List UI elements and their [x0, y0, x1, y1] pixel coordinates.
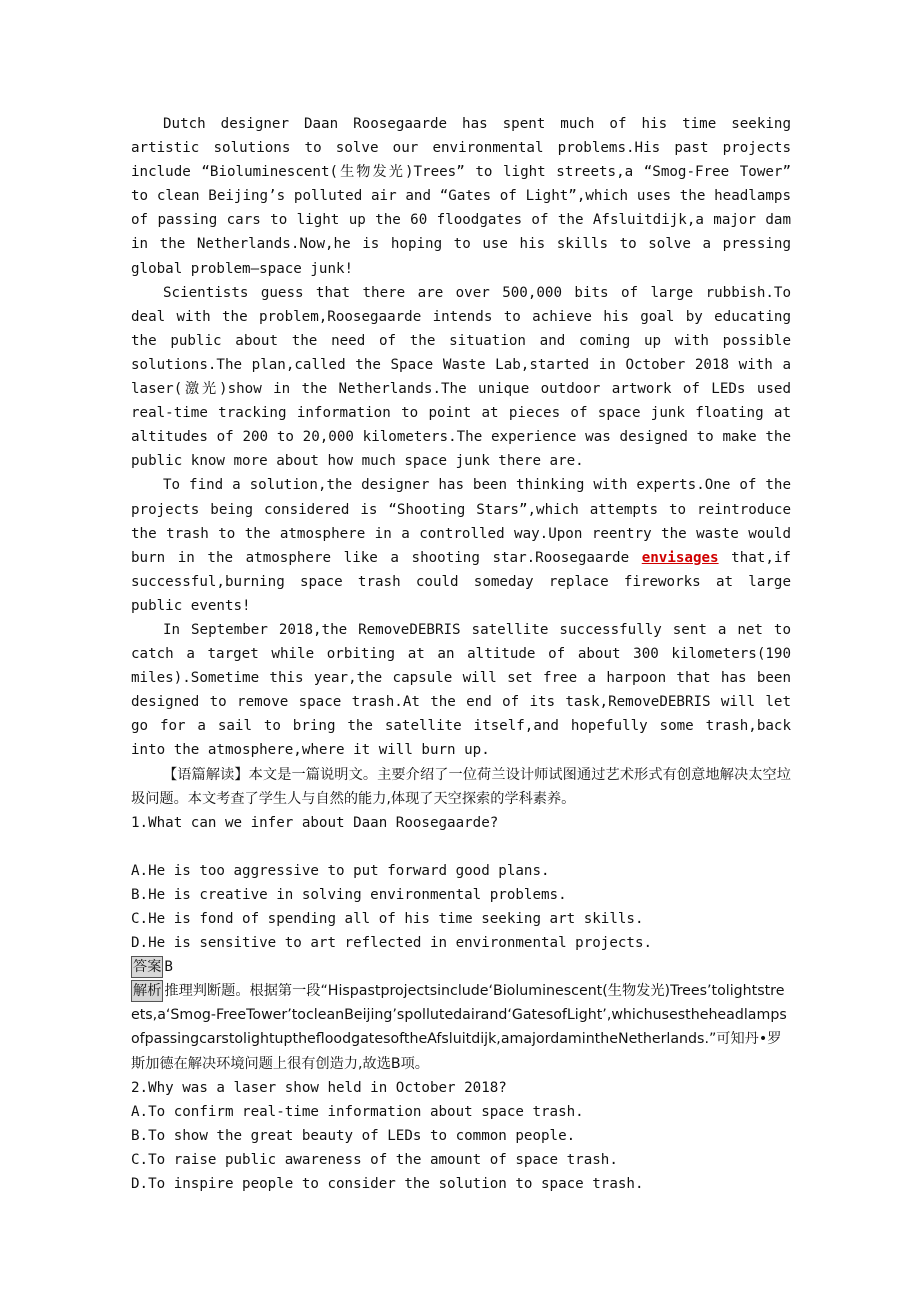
document-body — [131, 112, 791, 1196]
passage-analysis — [131, 763, 791, 811]
question-1-explanation — [131, 979, 791, 1075]
question-1-option-a: A.He is too aggressive to put forward good plans. — [131, 862, 550, 879]
paragraph-3-text-end: that,if successful,burning space trash could someday replace fireworks at large public events! — [131, 549, 791, 614]
question-2-option-a: A.To confirm real-time information about space trash. — [131, 1103, 584, 1120]
question-2-option-b: B.To show the great beauty of LEDs to common people. — [131, 1127, 576, 1144]
passage-paragraph-3 — [131, 473, 791, 618]
passage-paragraph-2: Scientists guess that there are over 500,000 bits of large rubbish.To deal with the problem,Roosegaarde intends to achieve his goal by educating the public about the need of the situation and coming up with possible solutions.The plan,called the Space Waste Lab,started in October 2018 with a laser(激光)show in the Netherlands.The unique outdoor artwork of LEDs used real-time tracking information to point at pieces of space junk floating at altitudes of 200 to 20,000 kilometers.The experience was designed to make the public know more about how much space junk there are. — [131, 284, 791, 470]
highlighted-keyword: envisages — [641, 549, 719, 566]
passage-paragraph-1: Dutch designer Daan Roosegaarde has spent much of his time seeking artistic solutions to solve our environmental problems.His past projects include “Bioluminescent(生物发光)Trees” to light streets,a “Smog-Free Tower” to clean Beijing’s polluted air and “Gates of Light”,which uses the headlamps of passing cars to light up the 60 floodgates of the Afsluitdijk,a major dam in the Netherlands.Now,he is hoping to use his skills to solve a pressing global problem—space junk! — [131, 116, 791, 277]
analysis-label: 【语篇解读】 — [163, 766, 249, 783]
explanation-label-badge: 解析 — [131, 980, 163, 1002]
question-1-stem: 1.What can we infer about Daan Roosegaarde? — [131, 814, 499, 831]
explanation-text: 推理判断题。根据第一段“Hispastprojectsinclude‘Bioluminescent(生物发光)Trees’tolightstreets,a‘Smog-FreeTower’tocleanBeijing’spollutedairand‘GatesofLight’,whichusestheheadlampsofpassingcarstolightupthefloodgatesoftheAfsluitdijk,amajordamintheNetherlands.”可知丹•罗斯加德在解决环境问题上很有创造力,故选B项。 — [131, 983, 787, 1072]
question-1-option-c: C.He is fond of spending all of his time seeking art skills. — [131, 911, 644, 927]
answer-label-badge: 答案 — [131, 956, 163, 978]
question-2-stem: 2.Why was a laser show held in October 2018? — [131, 1079, 507, 1096]
answer-blank-space — [131, 835, 791, 859]
question-2-option-d: D.To inspire people to consider the solution to space trash. — [131, 1176, 644, 1193]
passage-paragraph-4: In September 2018,the RemoveDEBRIS satellite successfully sent a net to catch a target while orbiting at an altitude of about 300 kilometers(190 miles).Sometime this year,the capsule will set free a harpoon that has been designed to remove space trash.At the end of its task,RemoveDEBRIS will let go for a sail to bring the satellite itself,and hopefully some trash,back into the atmosphere,where it will burn up. — [131, 621, 791, 759]
paragraph-3-text-start: To find a solution,the designer has been thinking with experts.One of the projects being considered is “Shooting Stars”,which attempts to reintroduce the trash to the atmosphere in a controlled way.Upon reentry the waste would burn in the atmosphere like a shooting star.Roosegaarde — [131, 477, 791, 566]
question-1-answer — [131, 955, 791, 979]
answer-value: B — [164, 959, 173, 976]
question-1-option-d: D.He is sensitive to art reflected in environmental projects. — [131, 935, 653, 952]
analysis-text: 本文是一篇说明文。主要介绍了一位荷兰设计师试图通过艺术形式有创意地解决太空垃圾问题。本文考查了学生人与自然的能力,体现了天空探索的学科素养。 — [131, 766, 791, 807]
question-2-option-c: C.To raise public awareness of the amount of space trash. — [131, 1151, 618, 1168]
question-1-option-b: B.He is creative in solving environmental problems. — [131, 886, 567, 903]
